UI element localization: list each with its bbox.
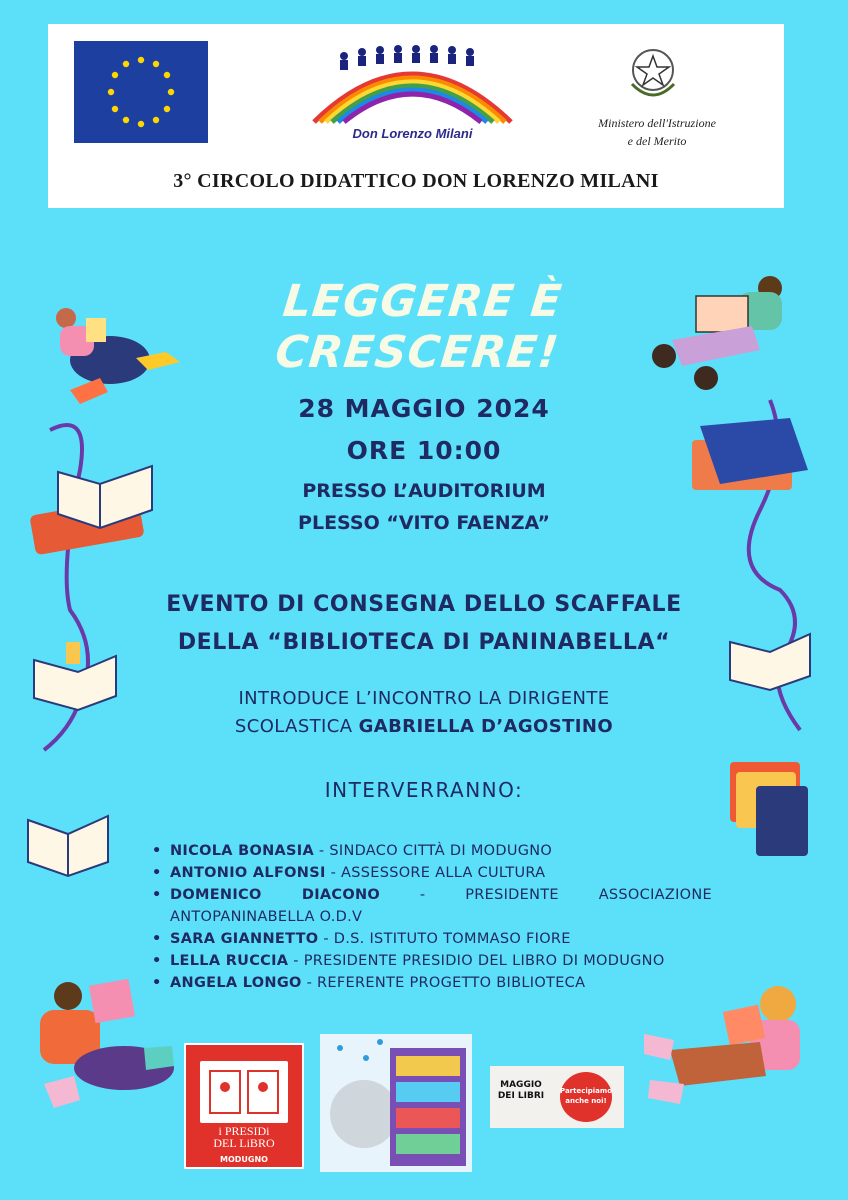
event-date: 28 MAGGIO 2024 xyxy=(298,394,550,423)
circolo-didattico-logo xyxy=(310,38,515,150)
list-item xyxy=(148,928,712,950)
event-description-line2: DELLA “BIBLIOTECA DI PANINABELLA“ xyxy=(177,630,671,655)
list-item xyxy=(148,972,712,994)
eu-flag-logo xyxy=(74,41,208,143)
italian-republic-emblem-icon xyxy=(624,42,682,106)
event-description-line1: EVENTO DI CONSEGNA DELLO SCAFFALE xyxy=(166,592,682,617)
speaker-name: DOMENICO DIACONO xyxy=(170,887,381,903)
ministry-name-line2: e del Merito xyxy=(627,134,687,148)
speaker-name: ANTONIO ALFONSI xyxy=(170,865,326,881)
event-venue-line2: PLESSO “VITO FAENZA” xyxy=(298,512,550,534)
event-venue-line1: PRESSO L’AUDITORIUM xyxy=(302,480,546,502)
speaker-role: - ASSESSORE ALLA CULTURA xyxy=(325,865,546,881)
ministry-name-line1: Ministero dell'Istruzione xyxy=(598,116,716,130)
speaker-role: - REFERENTE PROGETTO BIBLIOTECA xyxy=(301,975,586,991)
presidi-city: MODUGNO xyxy=(220,1155,268,1164)
speakers-heading: INTERVERRANNO: xyxy=(324,778,524,802)
maggio-text: MAGGIO DEI LIBRI xyxy=(497,1080,545,1101)
paninabella-library-logo xyxy=(320,1034,472,1172)
principal-name: GABRIELLA D’AGOSTINO xyxy=(358,716,614,737)
speaker-role: - PRESIDENTE ASSOCIAZIONE xyxy=(419,887,712,903)
intro-line2 xyxy=(0,716,848,737)
school-title: 3° CIRCOLO DIDATTICO DON LORENZO MILANI xyxy=(173,170,659,192)
header-banner xyxy=(48,24,784,208)
list-item xyxy=(148,950,712,972)
speaker-role-continued: ANTOPANINABELLA O.D.V xyxy=(170,909,363,925)
speaker-name: ANGELA LONGO xyxy=(170,975,302,991)
ministry-name xyxy=(568,114,746,150)
reading-girl-bottom-right-illustration xyxy=(640,980,820,1110)
list-item xyxy=(148,840,712,862)
speaker-name: SARA GIANNETTO xyxy=(170,931,319,947)
speaker-role: - PRESIDENTE PRESIDIO DEL LIBRO DI MODUGNO xyxy=(288,953,665,969)
speaker-name: LELLA RUCCIA xyxy=(170,953,289,969)
maggio-dei-libri-logo xyxy=(490,1066,624,1128)
book-stack-right-illustration xyxy=(726,748,816,858)
speaker-role: - SINDACO CITTÀ DI MODUGNO xyxy=(314,843,553,859)
circolo-logo-caption: Don Lorenzo Milani xyxy=(352,126,473,141)
book-icon xyxy=(200,1061,288,1123)
event-time: ORE 10:00 xyxy=(346,436,502,465)
headline: LEGGERE È CRESCERE! xyxy=(272,276,565,378)
reading-child-bottom-left-illustration xyxy=(34,976,184,1116)
presidi-line1: i PRESIDi xyxy=(218,1124,270,1138)
list-item xyxy=(148,862,712,884)
speakers-list xyxy=(148,840,712,994)
speaker-role: - D.S. ISTITUTO TOMMASO FIORE xyxy=(318,931,571,947)
presidi-line2: DEL LiBRO xyxy=(213,1136,275,1150)
speaker-line xyxy=(170,884,712,906)
open-book-left-illustration xyxy=(24,800,114,880)
maggio-badge xyxy=(560,1072,612,1122)
maggio-badge-text: Partecipiamo anche noi! xyxy=(560,1087,612,1105)
presidi-logo-text xyxy=(186,1125,302,1149)
presidi-del-libro-logo xyxy=(184,1043,304,1169)
list-item xyxy=(148,884,712,928)
speaker-name: NICOLA BONASIA xyxy=(170,843,315,859)
intro-line1: INTRODUCE L’INCONTRO LA DIRIGENTE xyxy=(238,688,610,709)
intro-line2-prefix: SCOLASTICA xyxy=(234,716,359,737)
